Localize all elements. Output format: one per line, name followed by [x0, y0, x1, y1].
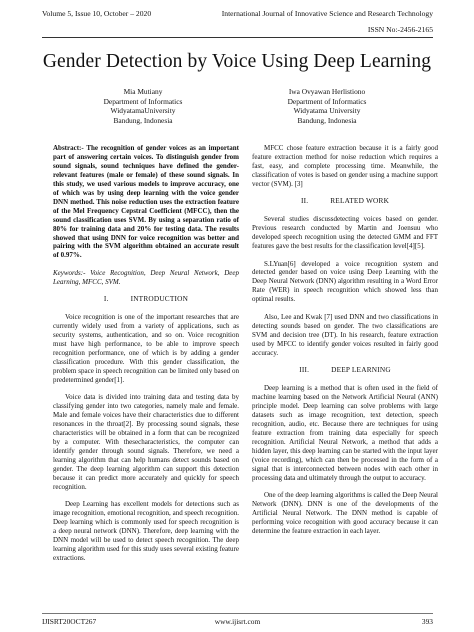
- left-column: [53, 144, 239, 572]
- author-univ: WidyatamaUniversity: [110, 106, 176, 116]
- section-heading-related-work: II. RELATED WORK: [300, 196, 390, 206]
- intro-paragraph-1: Voice recognition is one of the important researches that are currently widely used from a variety of applications, such as security systems, authentication, and so on. Voice recognition must have high performance, to be able to improve speech recognition performance, one of which is by adding a gender classification procedure. With this gender classification, the problem space in speech recognition can be limited only based on predetermined gender[1].: [53, 313, 239, 384]
- author-dept: Department of Informatics: [103, 96, 183, 106]
- author-city: Bandung, Indonesia: [113, 116, 173, 126]
- deep-learning-paragraph-1: Deep learning is a method that is often used in the field of machine learning based on the Network Artificial Neural (ANN) principle model. Deep learning can solve problems with large datasets such as image recognition, text detection, speech recognition, audio, etc. Because there are techniques for using feature extraction from training data especially for speech recognition. Artificial Neural Network, a method that adds a hidden layer, this deep learning can be started with the input layer (voice recording), which can then be processed in the form of a signal that is interconnected between nodes with each other in processing data and ultimately through the output to accuracy.: [252, 384, 438, 482]
- paper-title: Gender Detection by Voice Using Deep Learning: [42, 51, 432, 72]
- intro-paragraph-2: Voice data is divided into training data and testing data by classifying gender into two categories, namely male and female. Male and female voices have their characteristics due to different resonances in the throat[2]. By processing sound signals, these characteristics will be obtained in a form that can be recognized by a computer. With thesecharacteristics, the computer can identify gender through sound signals. Therefore, we need a learning algorithm that can help humans detect sounds based on gender. The deep learning algorithm can support this detection because it can predict more accurately and quickly for speech recognition.: [53, 393, 239, 491]
- paper-code: IJISRT20OCT267: [42, 617, 97, 626]
- author-univ: Widyatama University: [293, 106, 361, 116]
- author-block-1: [63, 87, 223, 126]
- journal-url: www.ijisrt.com: [214, 617, 261, 626]
- related-paragraph-3: Also, Lee and Kwak [7] used DNN and two classifications in detecting sounds based on gender. The two classifications are SVM and decision tree (DT). In his research, feature extraction used by MFCC to identify gender voices resulted in fairly good accuracy.: [252, 312, 438, 357]
- deep-learning-paragraph-2: One of the deep learning algorithms is called the Deep Neural Network (DNN). DNN is one of the developments of the Artificial Neural Network. The DNN method is capable of performing voice recognition with good accuracy because it can determine the feature extraction in each layer.: [252, 491, 438, 535]
- page-footer: [42, 617, 433, 627]
- section-heading-deep-learning: III. DEEP LEARNING: [299, 365, 391, 375]
- running-header: [42, 9, 433, 21]
- author-block-2: [247, 87, 407, 126]
- right-column: [252, 144, 438, 544]
- intro-paragraph-3: Deep Learning has excellent models for detections such as image recognition, emotional recognition, and speech recognition. Deep learning which is commonly used for speech recognition is a deep neural network (DNN). Therefore, deep learning with the DNN model will be used to detect speech recognition. The deep learning algorithm used for this study uses several existing feature extractions.: [53, 500, 239, 563]
- author-city: Bandung, Indonesia: [297, 116, 357, 126]
- author-dept: Department of Informatics: [287, 96, 367, 106]
- issn: ISSN No:-2456-2165: [367, 25, 433, 34]
- volume-info: Volume 5, Issue 10, October – 2020: [42, 9, 152, 18]
- related-paragraph-1: Several studies discussdetecting voices based on gender. Previous research conducted by Martin and Joensuu who developed speech recognition using the detected GMM and FFT features gave the best results for the classification level[4][5].: [252, 215, 438, 251]
- abstract: Abstract:- The recognition of gender voices as an important part of answering certain voices. To distinguish gender from sound signals, sound techniques have defined the gender-relevant features (male or female) of these sound signals. In this study, we used various models to improve accuracy, one of which was by using deep learning with the voice gender DNN method. This noise reduction uses the extraction feature of the Mel Frequency Cepstral Coefficient (MFCC), then the sound classification uses SVM. By using a separation ratio of 80% for training data and 20% for testing data. The results showed that using DNN for voice recognition was better and pairing with the SVM algorithm obtained an accurate result of 0.97%.: [53, 144, 239, 260]
- journal-name: International Journal of Innovative Science and Research Technology: [221, 9, 433, 18]
- keywords: Keywords:- Voice Recognition, Deep Neural Network, Deep Learning, MFCC, SVM.: [53, 268, 239, 286]
- intro-paragraph-4: MFCC chose feature extraction because it is a fairly good feature extraction method for noise reduction which requires a fast, easy, and complete processing time. Meanwhile, the classification of votes is based on gender using a machine support vector (SVM). [3]: [252, 144, 438, 188]
- author-name: Mia Mutiany: [123, 87, 163, 96]
- related-paragraph-2: S.LYuan[6] developed a voice recognition system and detected gender based on voice using Deep Learning with the Deep Neural Network (DNN) algorithm resulting in a Word Error Rate (WER) in speech recognition which showed less than optimal results.: [252, 259, 438, 304]
- footer-rule: [42, 613, 433, 614]
- page-number: 393: [421, 617, 433, 626]
- section-heading-introduction: I. INTRODUCTION: [103, 294, 189, 304]
- header-rule: [42, 37, 433, 38]
- author-name: Iwa Ovyawan Herlistiono: [288, 87, 366, 96]
